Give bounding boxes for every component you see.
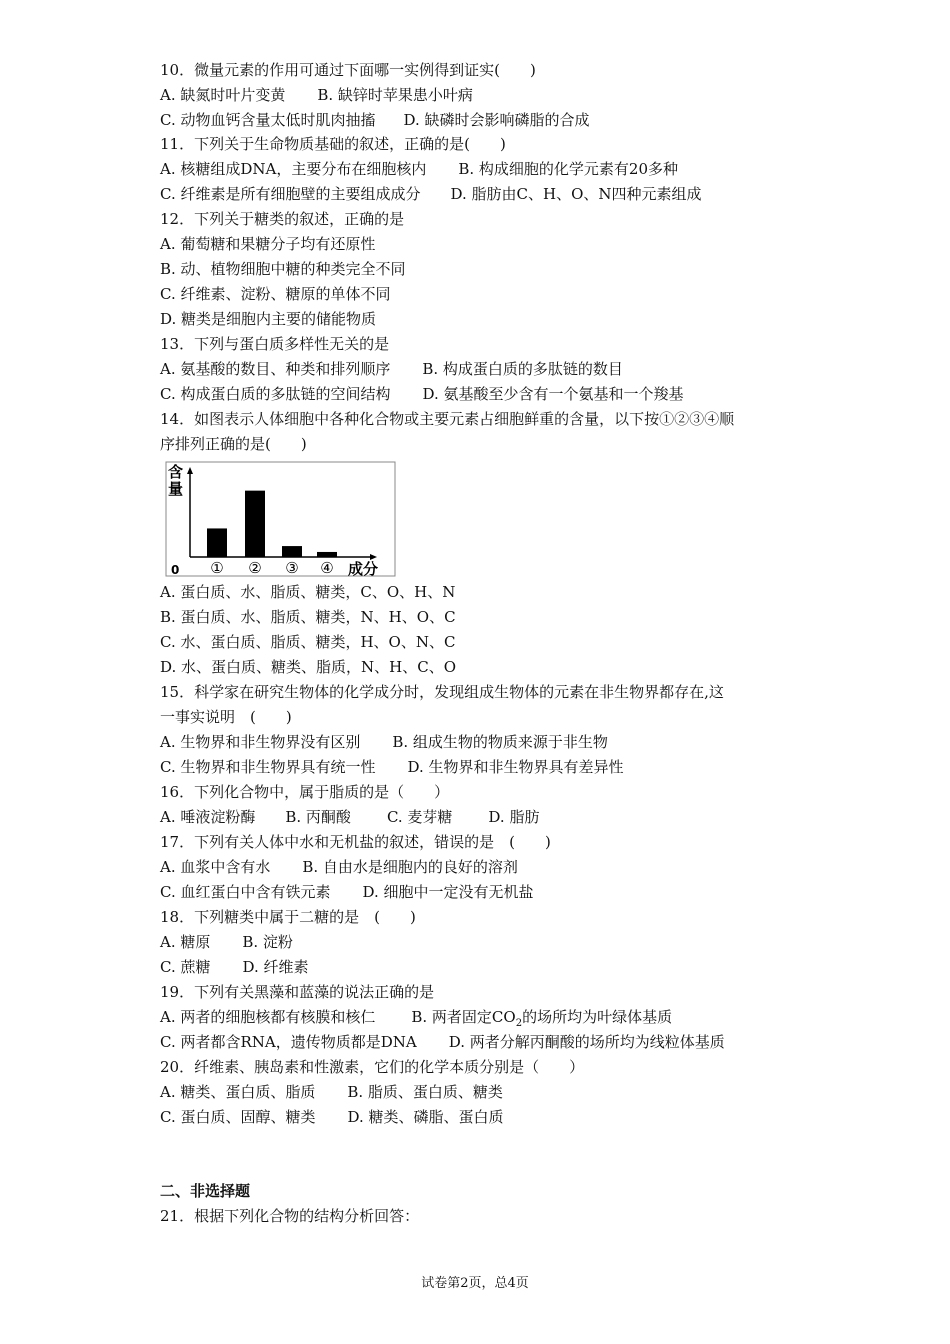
- question-18-stem: 18．下列糖类中属于二糖的是 ( ): [160, 908, 416, 926]
- option-b[interactable]: B. 丙酮酸: [285, 808, 351, 826]
- question-20-options-cd: [160, 1105, 860, 1130]
- question-10-options-cd: [160, 108, 860, 133]
- option-c[interactable]: C. 水、蛋白质、脂质、糖类，H、O、N、C: [160, 633, 456, 651]
- option-b[interactable]: B. 动、植物细胞中糖的种类完全不同: [160, 260, 406, 278]
- option-d[interactable]: D. 氨基酸至少含有一个氨基和一个羧基: [422, 385, 684, 403]
- option-d[interactable]: D. 糖类是细胞内主要的储能物质: [160, 310, 377, 328]
- option-b[interactable]: B. 构成蛋白质的多肽链的数目: [422, 360, 623, 378]
- question-17-stem: 17．下列有关人体中水和无机盐的叙述，错误的是 ( ): [160, 833, 551, 851]
- option-a[interactable]: A. 唾液淀粉酶: [160, 808, 256, 826]
- option-a[interactable]: A. 两者的细胞核都有核膜和核仁: [160, 1008, 376, 1026]
- question-12-stem: 12．下列关于糖类的叙述，正确的是: [160, 210, 405, 228]
- question-21-stem: 21．根据下列化合物的结构分析回答：: [160, 1207, 420, 1225]
- option-a[interactable]: A. 缺氮时叶片变黄: [160, 86, 286, 104]
- question-18-options-ab: [160, 930, 860, 955]
- question-17-options-ab: [160, 855, 860, 880]
- option-c[interactable]: C. 纤维素是所有细胞壁的主要组成成分: [160, 185, 421, 203]
- question-14-stem-line1: 14．如图表示人体细胞中各种化合物或主要元素占细胞鲜重的含量，以下按①②③④顺: [160, 410, 735, 428]
- option-b[interactable]: B. 脂质、蛋白质、糖类: [347, 1083, 503, 1101]
- option-c[interactable]: C. 血红蛋白中含有铁元素: [160, 883, 331, 901]
- question-11-options-cd: [160, 182, 860, 207]
- option-d[interactable]: D. 脂肪: [488, 808, 540, 826]
- option-d[interactable]: D. 两者分解丙酮酸的场所均为线粒体基质: [448, 1033, 725, 1051]
- question-16-stem: 16．下列化合物中，属于脂质的是（ ）: [160, 783, 450, 801]
- bar-1: [207, 528, 227, 557]
- option-d[interactable]: D. 纤维素: [242, 958, 309, 976]
- question-15-options-ab: [160, 730, 860, 755]
- x-axis-label: 成分: [348, 560, 379, 578]
- question-19-stem: 19．下列有关黑藻和蓝藻的说法正确的是: [160, 983, 435, 1001]
- option-a[interactable]: A. 蛋白质、水、脂质、糖类，C、O、H、N: [160, 583, 456, 601]
- section-title-nonchoice: 二、非选择题: [160, 1182, 251, 1200]
- question-19-options-cd: [160, 1030, 860, 1055]
- option-b[interactable]: B. 缺锌时苹果患小叶病: [317, 86, 473, 104]
- option-b[interactable]: B. 蛋白质、水、脂质、糖类，N、H、O、C: [160, 608, 456, 626]
- question-13-options-cd: [160, 382, 860, 407]
- option-b[interactable]: [411, 1008, 673, 1029]
- option-c[interactable]: C. 动物血钙含量太低时肌肉抽搐: [160, 111, 376, 129]
- question-15-stem-line2: 一事实说明 ( ): [160, 708, 292, 726]
- option-a[interactable]: A. 氨基酸的数目、种类和排列顺序: [160, 360, 391, 378]
- option-a[interactable]: A. 葡萄糖和果糖分子均有还原性: [160, 235, 376, 253]
- question-20-options-ab: [160, 1080, 860, 1105]
- option-d[interactable]: D. 细胞中一定没有无机盐: [362, 883, 534, 901]
- option-d[interactable]: D. 脂肪由C、H、O、N四种元素组成: [450, 185, 702, 203]
- option-d[interactable]: D. 糖类、磷脂、蛋白质: [347, 1108, 504, 1126]
- category-label-3: ③: [285, 559, 299, 577]
- option-b[interactable]: B. 自由水是细胞内的良好的溶剂: [302, 858, 518, 876]
- option-b-subscript: 2: [515, 1018, 523, 1029]
- bar-4: [317, 552, 337, 557]
- question-18-options-cd: [160, 955, 860, 980]
- question-15-stem-line1: 15．科学家在研究生物体的化学成分时，发现组成生物体的元素在非生物界都存在,这: [160, 683, 724, 701]
- bar-3: [282, 546, 302, 557]
- option-c[interactable]: C. 麦芽糖: [386, 808, 453, 826]
- option-d[interactable]: D. 水、蛋白质、糖类、脂质，N、H、C、O: [160, 658, 457, 676]
- category-label-1: ①: [210, 559, 224, 577]
- option-c[interactable]: C. 蔗糖: [160, 958, 211, 976]
- question-11-options-ab: [160, 157, 860, 182]
- option-b[interactable]: B. 组成生物的物质来源于非生物: [392, 733, 608, 751]
- question-11-stem: 11．下列关于生命物质基础的叙述，正确的是( ): [160, 135, 506, 153]
- question-19-options-ab: [160, 1005, 860, 1030]
- option-c[interactable]: C. 两者都含RNA，遗传物质都是DNA: [160, 1033, 417, 1051]
- category-label-4: ④: [320, 559, 334, 577]
- y-axis-label-char1: 含: [168, 463, 184, 481]
- option-b-text-pre: B. 两者固定CO: [411, 1008, 516, 1026]
- question-16-options: [160, 805, 860, 830]
- option-a[interactable]: A. 核糖组成DNA，主要分布在细胞核内: [160, 160, 427, 178]
- question-14-stem-line2: 序排列正确的是( ): [160, 435, 307, 453]
- option-c[interactable]: C. 蛋白质、固醇、糖类: [160, 1108, 316, 1126]
- option-a[interactable]: A. 血浆中含有水: [160, 858, 271, 876]
- question-17-options-cd: [160, 880, 860, 905]
- question-13-stem: 13．下列与蛋白质多样性无关的是: [160, 335, 390, 353]
- category-label-2: ②: [248, 559, 262, 577]
- option-d[interactable]: D. 生物界和非生物界具有差异性: [407, 758, 624, 776]
- option-a[interactable]: A. 生物界和非生物界没有区别: [160, 733, 361, 751]
- option-a[interactable]: A. 糖原: [160, 933, 211, 951]
- option-b[interactable]: B. 淀粉: [242, 933, 293, 951]
- page-footer: 试卷第2页，总4页: [421, 1276, 529, 1291]
- y-axis-arrow: [187, 467, 193, 474]
- option-b[interactable]: B. 构成细胞的化学元素有20多种: [458, 160, 679, 178]
- content-bar-chart: [165, 461, 397, 578]
- origin-label: 0: [171, 563, 180, 577]
- bar-2: [245, 491, 265, 557]
- chart-frame: [166, 462, 395, 576]
- question-10-stem: 10．微量元素的作用可通过下面哪一实例得到证实( ): [160, 61, 536, 79]
- question-15-options-cd: [160, 755, 860, 780]
- option-b-text-post: 的场所均为叶绿体基质: [522, 1008, 673, 1026]
- y-axis-label-char2: 量: [168, 480, 184, 498]
- option-c[interactable]: C. 构成蛋白质的多肽链的空间结构: [160, 385, 391, 403]
- option-d[interactable]: D. 缺磷时会影响磷脂的合成: [403, 111, 590, 129]
- question-20-stem: 20．纤维素、胰岛素和性激素，它们的化学本质分别是（ ）: [160, 1058, 585, 1076]
- option-a[interactable]: A. 糖类、蛋白质、脂质: [160, 1083, 316, 1101]
- question-13-options-ab: [160, 357, 860, 382]
- option-c[interactable]: C. 生物界和非生物界具有统一性: [160, 758, 376, 776]
- question-10-options-ab: [160, 83, 860, 108]
- option-c[interactable]: C. 纤维素、淀粉、糖原的单体不同: [160, 285, 391, 303]
